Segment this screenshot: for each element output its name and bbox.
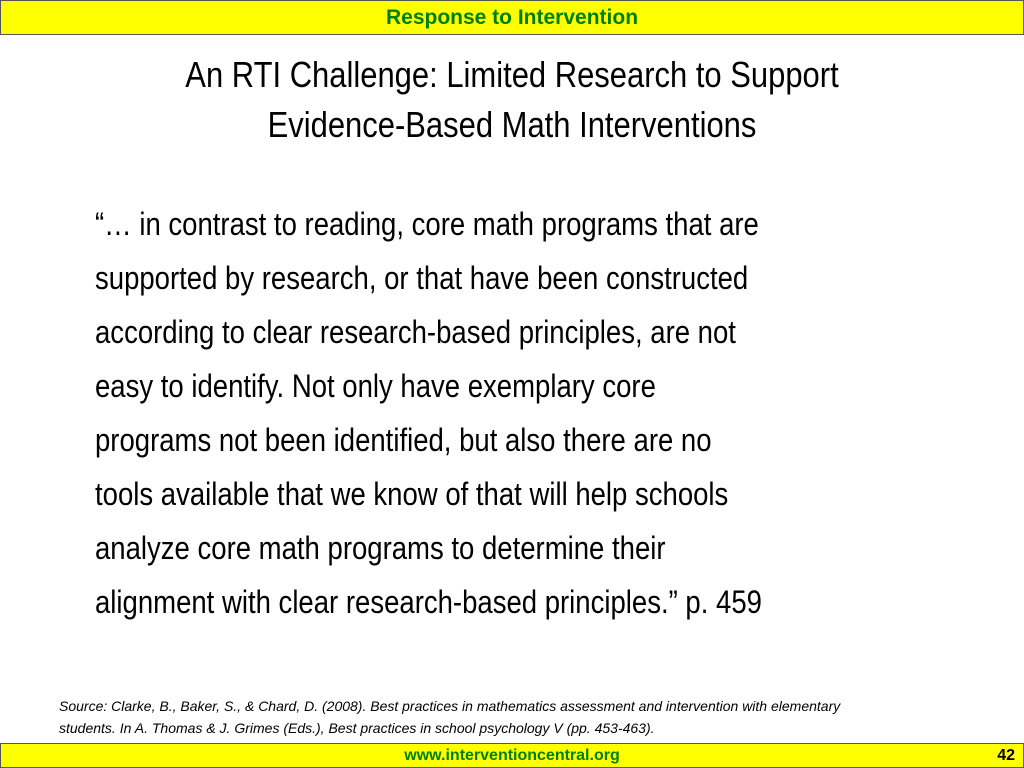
source-citation	[59, 695, 999, 739]
page-number: 42	[997, 747, 1015, 764]
quote-line: alignment with clear research-based principles.” p. 459	[95, 584, 762, 620]
quote-line: easy to identify. Not only have exemplary core	[95, 368, 656, 404]
top-banner	[0, 0, 1024, 35]
bottom-banner	[0, 743, 1024, 768]
banner-title: Response to Intervention	[385, 6, 639, 29]
quote-line: tools available that we know of that will help schools	[95, 476, 729, 512]
quote-line: according to clear research-based principles, are not	[95, 314, 736, 350]
quote-line: “… in contrast to reading, core math programs that are	[95, 206, 759, 242]
slide-title: An RTI Challenge: Limited Research to Support Evidence-Based Math Interventions	[185, 54, 839, 145]
quote-line: analyze core math programs to determine their	[95, 530, 666, 566]
footer-url[interactable]: www.interventioncentral.org	[404, 747, 620, 764]
source-citation-line: students. In A. Thomas & J. Grimes (Eds.), Best practices in school psychology V (pp. 453-463).	[59, 720, 655, 736]
quote-block	[95, 197, 995, 629]
quote-line: supported by research, or that have been constructed	[95, 260, 749, 296]
source-citation-line: Source: Clarke, B., Baker, S., & Chard, D. (2008). Best practices in mathematics assessment and intervention with elementary	[59, 698, 841, 714]
quote-line: programs not been identified, but also there are no	[95, 422, 712, 458]
